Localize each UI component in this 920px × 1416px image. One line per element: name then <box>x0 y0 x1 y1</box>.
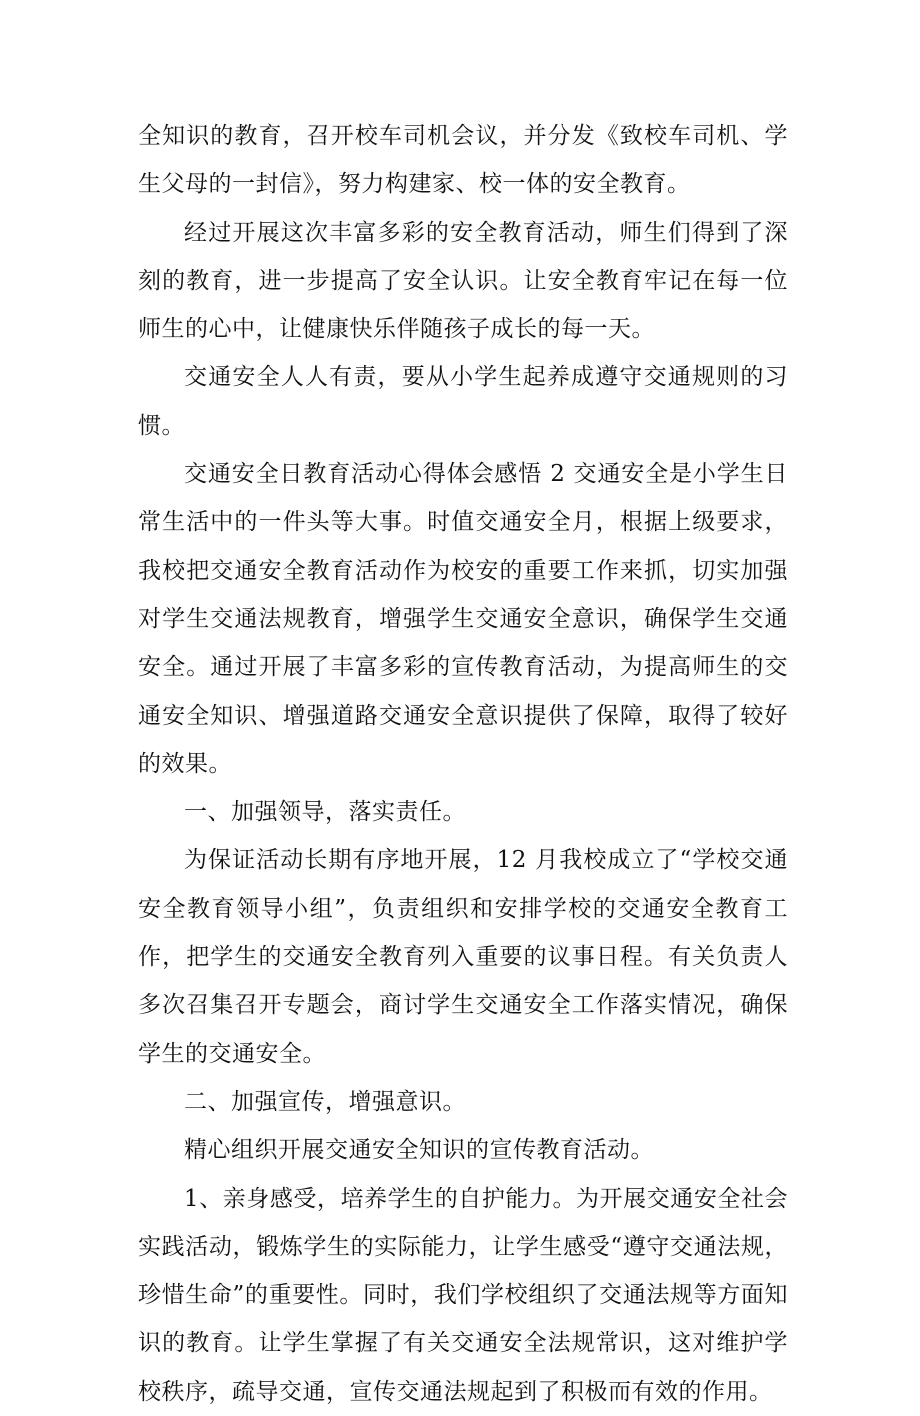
paragraph-5: 为保证活动长期有序地开展，12 月我校成立了“学校交通安全教育领导小组”，负责组织和安排学校的交通安全教育工作，把学生的交通安全教育列入重要的议事日程。有关负责人多次召集召开专题会，商讨学生交通安全工作落实情况，确保学生的交通安全。 <box>138 847 788 1067</box>
section-heading-1: 一、加强领导，落实责任。 <box>184 799 466 826</box>
paragraph-6: 精心组织开展交通安全知识的宣传教育活动。 <box>184 1137 654 1164</box>
document-body <box>138 112 788 1416</box>
paragraph-2: 经过开展这次丰富多彩的安全教育活动，师生们得到了深刻的教育，进一步提高了安全认识。让安全教育牢记在每一位师生的心中，让健康快乐伴随孩子成长的每一天。 <box>138 219 788 343</box>
section-heading-2: 二、加强宣传，增强意识。 <box>184 1088 466 1115</box>
paragraph-3: 交通安全人人有责，要从小学生起养成遵守交通规则的习惯。 <box>138 364 788 439</box>
paragraph-4: 交通安全日教育活动心得体会感悟 2 交通安全是小学生日常生活中的一件头等大事。时值交通安全月，根据上级要求，我校把交通安全教育活动作为校安的重要工作来抓，切实加强对学生交通法规教育，增强学生交通安全意识，确保学生交通安全。通过开展了丰富多彩的宣传教育活动，为提高师生的交通安全知识、增强道路交通安全意识提供了保障，取得了较好的效果。 <box>138 461 788 777</box>
paragraph-7: 1、亲身感受，培养学生的自护能力。为开展交通安全社会实践活动，锻炼学生的实际能力，让学生感受“遵守交通法规，珍惜生命”的重要性。同时，我们学校组织了交通法规等方面知识的教育。让学生掌握了有关交通安全法规常识，这对维护学校秩序，疏导交通，宣传交通法规起到了积极而有效的作用。 <box>138 1185 788 1405</box>
paragraph-1: 全知识的教育，召开校车司机会议，并分发《致校车司机、学生父母的一封信》，努力构建家、校一体的安全教育。 <box>138 123 788 198</box>
